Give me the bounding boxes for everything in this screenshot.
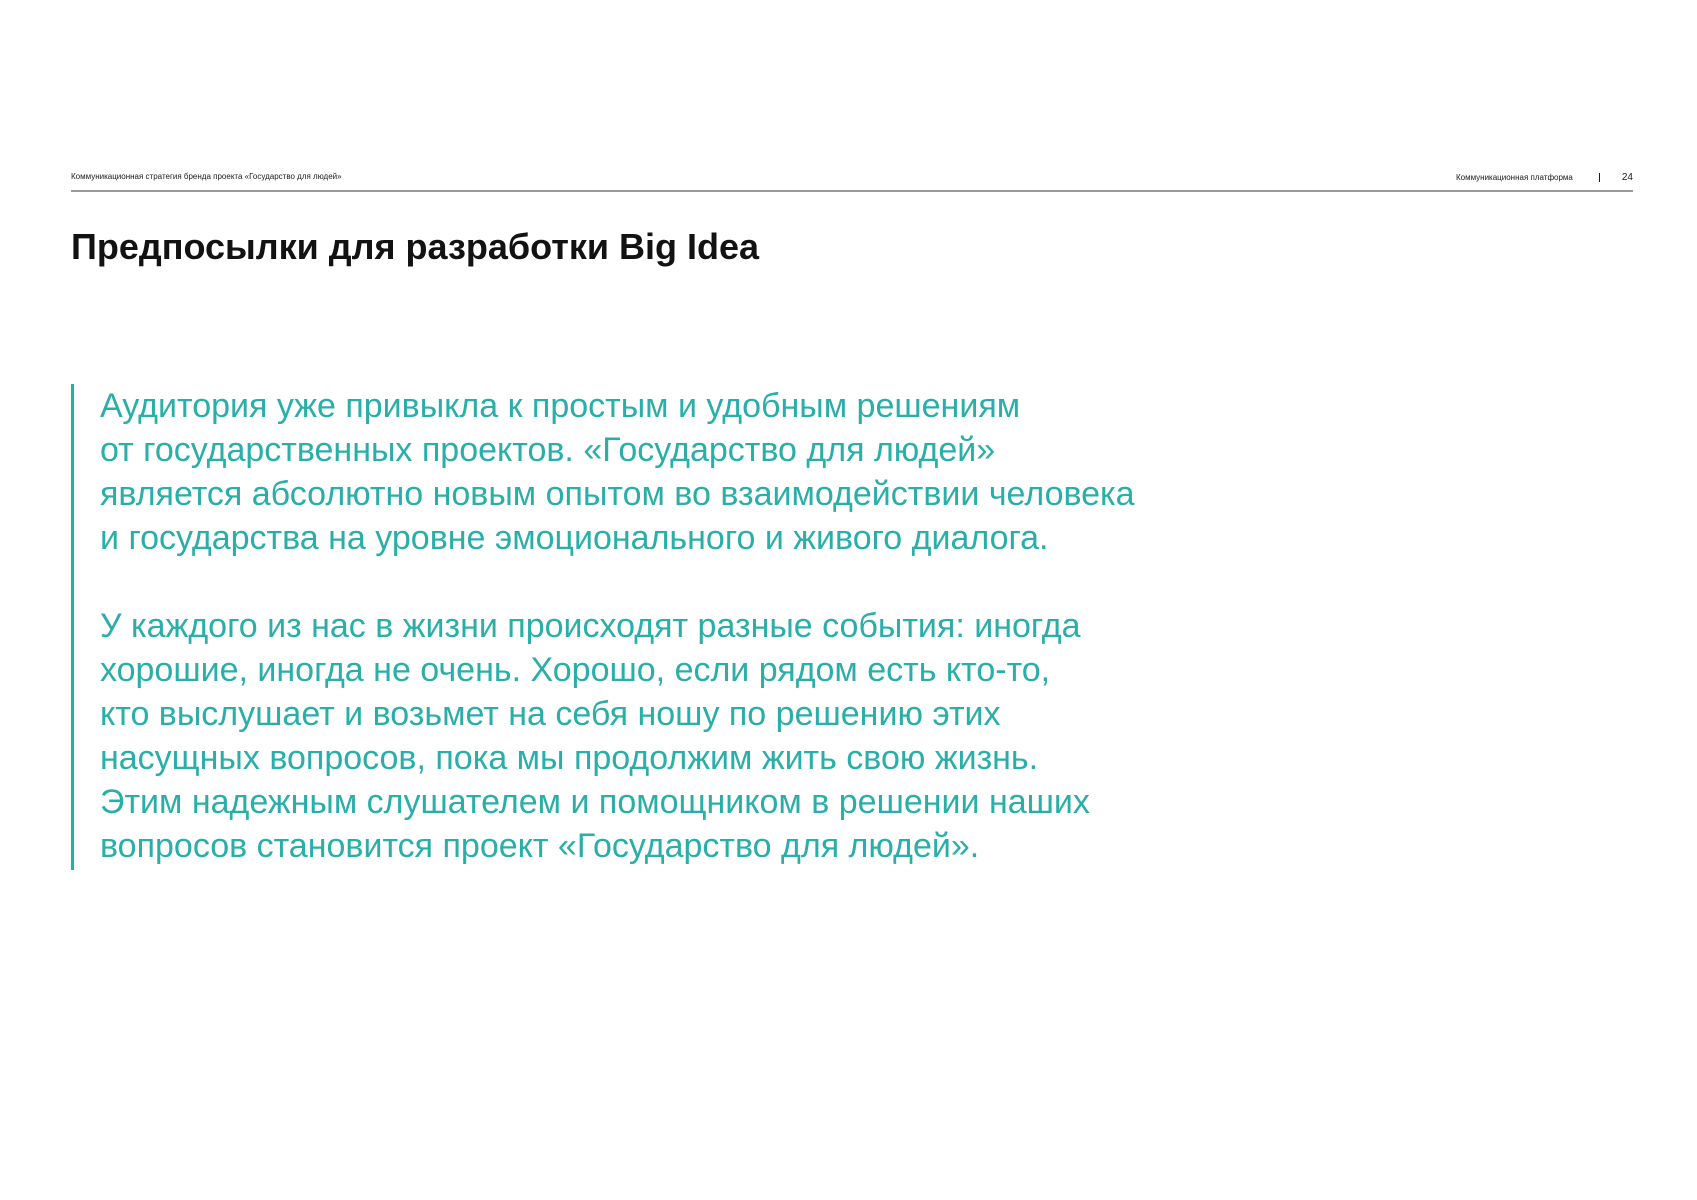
quote-line: хорошие, иногда не очень. Хорошо, если рядом есть кто-то,	[100, 651, 1051, 689]
quote-line: от государственных проектов. «Государство для людей»	[100, 431, 996, 469]
running-header	[71, 170, 1633, 192]
page-number: 24	[1621, 172, 1633, 183]
header-separator	[1599, 173, 1600, 182]
section-name: Коммуникационная платформа	[1455, 173, 1573, 182]
quote-paragraph-2	[100, 604, 1494, 868]
quote-line: Этим надежным слушателем и помощником в решении наших	[100, 783, 1090, 821]
document-title: Коммуникационная стратегия бренда проекта «Государство для людей»	[71, 172, 342, 181]
header-right	[1456, 172, 1633, 183]
quote-line: У каждого из нас в жизни происходят разные события: иногда	[100, 607, 1081, 645]
quote-line: Аудитория уже привыкла к простым и удобным решениям	[100, 387, 1021, 425]
quote-block	[71, 384, 1494, 870]
quote-line: кто выслушает и возьмет на себя ношу по решению этих	[100, 695, 1001, 733]
quote-line: и государства на уровне эмоционального и живого диалога.	[100, 519, 1049, 557]
quote-line: вопросов становится проект «Государство для людей».	[100, 827, 980, 865]
page-title: Предпосылки для разработки Big Idea	[71, 226, 760, 267]
quote-line: насущных вопросов, пока мы продолжим жить свою жизнь.	[100, 739, 1039, 777]
quote-paragraph-1	[100, 384, 1494, 560]
quote-line: является абсолютно новым опытом во взаимодействии человека	[100, 475, 1135, 513]
